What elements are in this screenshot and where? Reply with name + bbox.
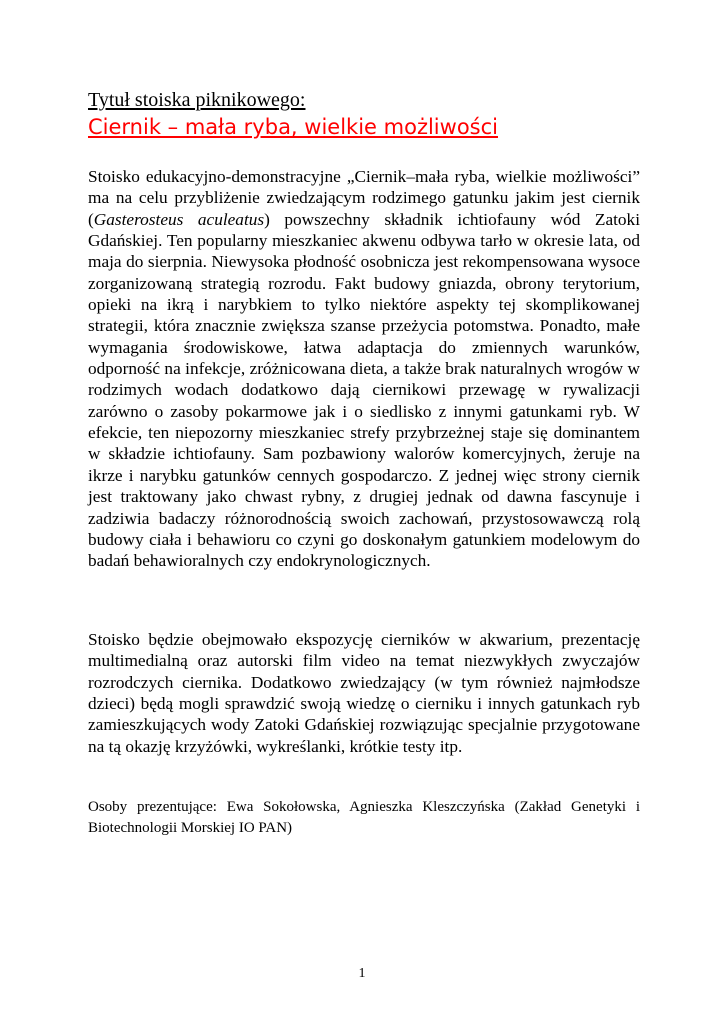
- description-paragraph: [88, 166, 640, 572]
- exhibition-paragraph: Stoisko będzie obejmowało ekspozycję cierników w akwarium, prezentację multimedialną oraz autorski film video na temat niezwykłych zwyczajów rozrodczych ciernika. Dodatkowo zwiedzający (w tym również najmłodsze dzieci) będą mogli sprawdzić swoją wiedzę o cierniku i innych gatunkach ryb zamieszkujących wody Zatoki Gdańskiej rozwiązując specjalnie przygotowane na tą okazję krzyżówki, wykreślanki, krótkie testy itp.: [88, 630, 640, 756]
- presenters-note: Osoby prezentujące: Ewa Sokołowska, Agnieszka Kleszczyńska (Zakład Genetyki i Biotechnologii Morskiej IO PAN): [88, 799, 640, 836]
- booth-title-label: Tytuł stoiska piknikowego:: [88, 89, 306, 111]
- page-number: 1: [358, 966, 366, 981]
- booth-title: Ciernik – mała ryba, wielkie możliwości: [88, 115, 498, 139]
- description-text-start: Stoisko edukacyjno-demonstracyjne „Ciernik–mała ryba, wielkie możliwości” ma na celu przybliżenie zwiedzającym rodzimego gatunku jakim jest ciernik (: [88, 167, 640, 229]
- species-latin-name: Gasterosteus aculeatus: [93, 209, 265, 229]
- description-text-rest: ) powszechny składnik ichtiofauny wód Zatoki Gdańskiej. Ten popularny mieszkaniec akwenu odbywa tarło w okresie lata, od maja do sierpnia. Niewysoka płodność osobnicza jest rekompensowana wysoce zorganizowaną strategią rozrodu. Fakt budowy gniazda, obrony terytorium, opieki na ikrą i narybkiem to tylko niektóre aspekty tej skomplikowanej strategii, która znacznie zwiększa szanse przeżycia potomstwa. Ponadto, małe wymagania środowiskowe, łatwa adaptacja do zmiennych warunków, odporność na infekcje, zróżnicowana dieta, a także brak naturalnych wrogów w rodzimych wodach dodatkowo dają ciernikowi przewagę w rywalizacji zarówno o zasoby pokarmowe jak i o siedlisko z innymi gatunkami ryb. W efekcie, ten niepozorny mieszkaniec strefy przybrzeżnej staje się dominantem w składzie ichtiofauny. Sam pozbawiony walorów komercyjnych, żeruje na ikrze i narybku gatunków cennych gospodarczo. Z jednej więc strony ciernik jest traktowany jako chwast rybny, z drugiej jednak od dawna fascynuje i zadziwia badaczy różnorodnością swoich zachowań, przystosowawczą rolą budowy ciała i behawioru co czyni go doskonałym gatunkiem modelowym do badań behawioralnych czy endokrynologicznych.: [88, 209, 640, 571]
